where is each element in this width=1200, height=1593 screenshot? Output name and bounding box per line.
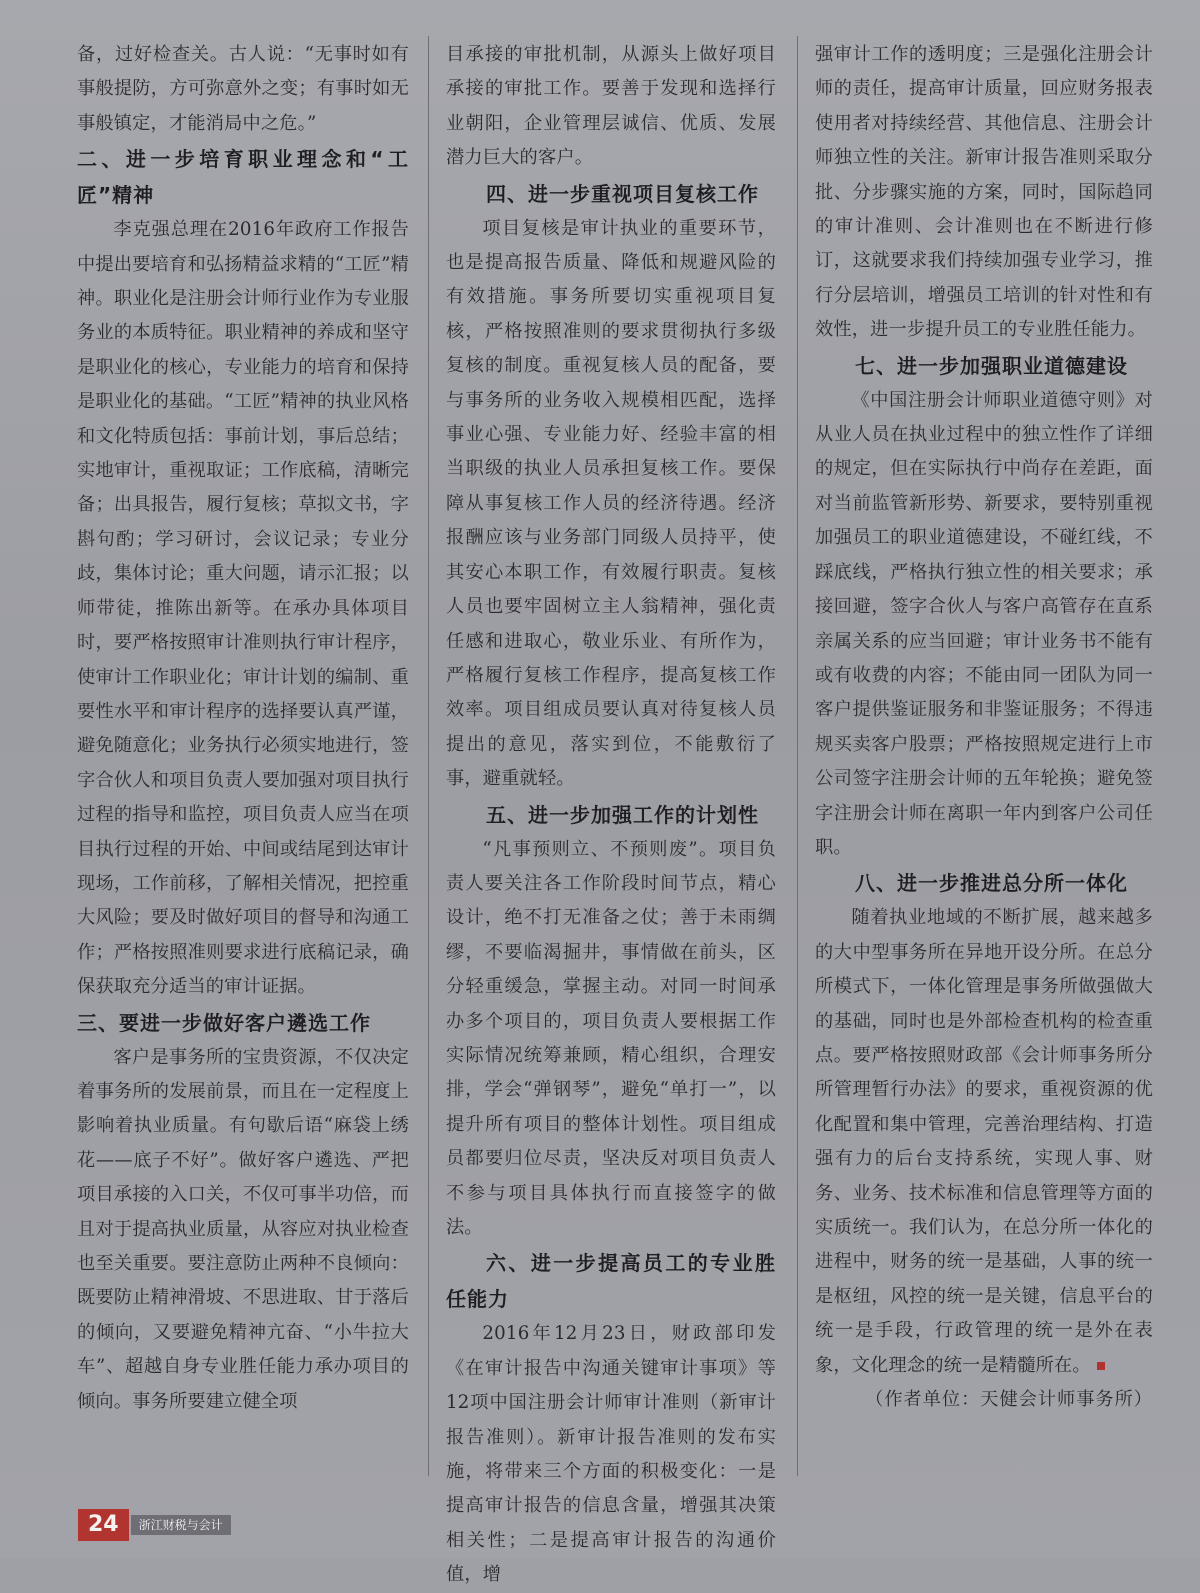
paragraph-text: （作者单位：天健会计师事务所） (865, 1389, 1153, 1411)
paragraph-text: 李克强总理在2016年政府工作报告中提出要培育和弘扬精益求精的“工匠”精神。职业化是注册会计师行业作为专业服务业的本质特征。职业精神的养成和坚守是职业化的核心，专业能力的培育和保持是职业化的基础。“工匠”精神的执业风格和文化特质包括：事前计划，事后总结；实地审计，重视取证；工作底稿，清晰完备；出具报告，履行复核；草拟文书，字斟句酌；学习研讨，会议记录；专业分歧，集体讨论；重大问题，请示汇报；以师带徒，推陈出新等。在承办具体项目时，要严格按照审计准则执行审计程序，使审计工作职业化；审计计划的编制、重要性水平和审计程序的选择要认真严谨，避免随意化；业务执行必须实地进行，签字合伙人和项目负责人要加强对项目执行过程的指导和监控，项目负责人应当在项目执行过程的开始、中间或结尾到达审计现场，工作前移，了解相关情况，把控重大风险；要及时做好项目的督导和沟通工作；严格按照准则要求进行底稿记录，确保获取充分适当的审计证据。 (77, 219, 409, 998)
text-column-3 (815, 38, 1153, 1486)
paragraph-text: 二、进一步培育职业理念和“工匠”精神 (77, 147, 409, 208)
section-heading (77, 141, 409, 213)
paragraph-text: 四、进一步重视项目复核工作 (486, 181, 759, 206)
paragraph-text: 《中国注册会计师职业道德守则》对从业人员在执业过程中的独立性作了详细的规定，但在实际执行中尚存在差距，面对当前监管新形势、新要求，要特别重视加强员工的职业道德建设，不碰红线，不踩底线，严格执行独立性的相关要求；承接回避，签字合伙人与客户高管存在直系亲属关系的应当回避；审计业务书不能有或有收费的内容；不能由同一团队为同一客户提供鉴证服务和非鉴证服务；不得违规买卖客户股票；严格按照规定进行上市公司签字注册会计师的五年轮换；避免签字注册会计师在离职一年内到客户公司任职。 (815, 389, 1153, 858)
paragraph-text: 客户是事务所的宝贵资源，不仅决定着事务所的发展前景，而且在一定程度上影响着执业质量。有句歇后语“麻袋上绣花——底子不好”。做好客户遴选、严把项目承接的入口关，不仅可事半功倍，而且对于提高执业质量，从容应对执业检查也至关重要。要注意防止两种不良倾向：既要防止精神滑坡、不思进取、甘于落后的倾向，又要避免精神亢奋、“小牛拉大车”、超越自身专业胜任能力承办项目的倾向。事务所要建立健全项 (77, 1046, 409, 1412)
journal-name: 浙江财税与会计 (131, 1515, 231, 1535)
body-paragraph (446, 212, 776, 797)
end-of-article-mark (1097, 1362, 1105, 1370)
paragraph-text: 三、要进一步做好客户遴选工作 (77, 1010, 371, 1035)
paragraph-text: 项目复核是审计执业的重要环节，也是提高报告质量、降低和规避风险的有效措施。事务所要切实重视项目复核，严格按照准则的要求贯彻执行多级复核的制度。重视复核人员的配备，要与事务所的业务收入规模相匹配，选择事业心强、专业能力好、经验丰富的相当职级的执业人员承担复核工作。要保障从事复核工作人员的经济待遇。经济报酬应该与业务部门同级人员持平，使其安心本职工作，有效履行职责。复核人员也要牢固树立主人翁精神，强化责任感和进取心，敬业乐业、有所作为，严格履行复核工作程序，提高复核工作效率。项目组成员要认真对待复核人员提出的意见，落实到位，不能敷衍了事，避重就轻。 (446, 217, 776, 790)
paragraph-text: 六、进一步提高员工的专业胜任能力 (446, 1251, 776, 1312)
column-divider (428, 36, 429, 1476)
body-paragraph (77, 38, 409, 141)
section-heading (815, 865, 1153, 901)
text-column-1 (77, 38, 409, 1486)
author-affiliation (815, 1383, 1153, 1417)
section-heading (446, 1245, 776, 1317)
paragraph-text: 目承接的审批机制，从源头上做好项目承接的审批工作。要善于发现和选择行业朝阳，企业管理层诚信、优质、发展潜力巨大的客户。 (446, 44, 776, 169)
paragraph-text: 五、进一步加强工作的计划性 (486, 802, 759, 827)
paragraph-text: 2016年12月23日，财政部印发《在审计报告中沟通关键审计事项》等12项中国注册会计师审计准则（新审计报告准则）。新审计报告准则的发布实施，将带来三个方面的积极变化：一是提高审计报告的信息含量，增强其决策相关性；二是提高审计报告的沟通价值，增 (446, 1323, 776, 1586)
section-heading (446, 797, 776, 833)
column-divider (797, 36, 798, 1476)
section-heading (446, 176, 776, 212)
paragraph-text: 八、进一步推进总分所一体化 (855, 871, 1128, 896)
section-heading (815, 348, 1153, 384)
body-paragraph (446, 38, 776, 176)
body-paragraph (77, 1041, 409, 1419)
paragraph-text: 强审计工作的透明度；三是强化注册会计师的责任，提高审计质量，回应财务报表使用者对持续经营、其他信息、注册会计师独立性的关注。新审计报告准则采取分批、分步骤实施的方案，同时，国际趋同的审计准则、会计准则也在不断进行修订，这就要求我们持续加强专业学习，推行分层培训，增强员工培训的针对性和有效性，进一步提升员工的专业胜任能力。 (815, 44, 1153, 341)
body-paragraph (446, 833, 776, 1246)
body-paragraph (815, 384, 1153, 866)
page-footer (78, 1508, 231, 1542)
body-paragraph (77, 213, 409, 1004)
paragraph-text: 七、进一步加强职业道德建设 (855, 353, 1128, 378)
page-number: 24 (78, 1509, 129, 1541)
body-paragraph (446, 1317, 776, 1592)
body-paragraph (815, 38, 1153, 348)
paragraph-text: “凡事预则立、不预则废”。项目负责人要关注各工作阶段时间节点，精心设计，绝不打无准备之仗；善于未雨绸缪，不要临渴掘井，事情做在前头，区分轻重缓急，掌握主动。对同一时间承办多个项目的，项目负责人要根据工作实际情况统筹兼顾，精心组织，合理安排，学会“弹钢琴”，避免“单打一”，以提升所有项目的整体计划性。项目组成员都要归位尽责，坚决反对项目负责人不参与项目具体执行而直接签字的做法。 (446, 838, 776, 1238)
body-paragraph (815, 901, 1153, 1383)
paragraph-text: 备，过好检查关。古人说：“无事时如有事般提防，方可弥意外之变；有事时如无事般镇定，才能消局中之危。” (77, 44, 409, 134)
paragraph-text: 随着执业地域的不断扩展，越来越多的大中型事务所在异地开设分所。在总分所模式下，一体化管理是事务所做强做大的基础，同时也是外部检查机构的检查重点。要严格按照财政部《会计师事务所分所管理暂行办法》的要求，重视资源的优化配置和集中管理，完善治理结构、打造强有力的后台支持系统，实现人事、财务、业务、技术标准和信息管理等方面的实质统一。我们认为，在总分所一体化的进程中，财务的统一是基础，人事的统一是枢纽，风控的统一是关键，信息平台的统一是手段，行政管理的统一是外在表象，文化理念的统一是精髓所在。 (815, 907, 1153, 1376)
section-heading (77, 1005, 409, 1041)
text-column-2 (446, 38, 776, 1586)
